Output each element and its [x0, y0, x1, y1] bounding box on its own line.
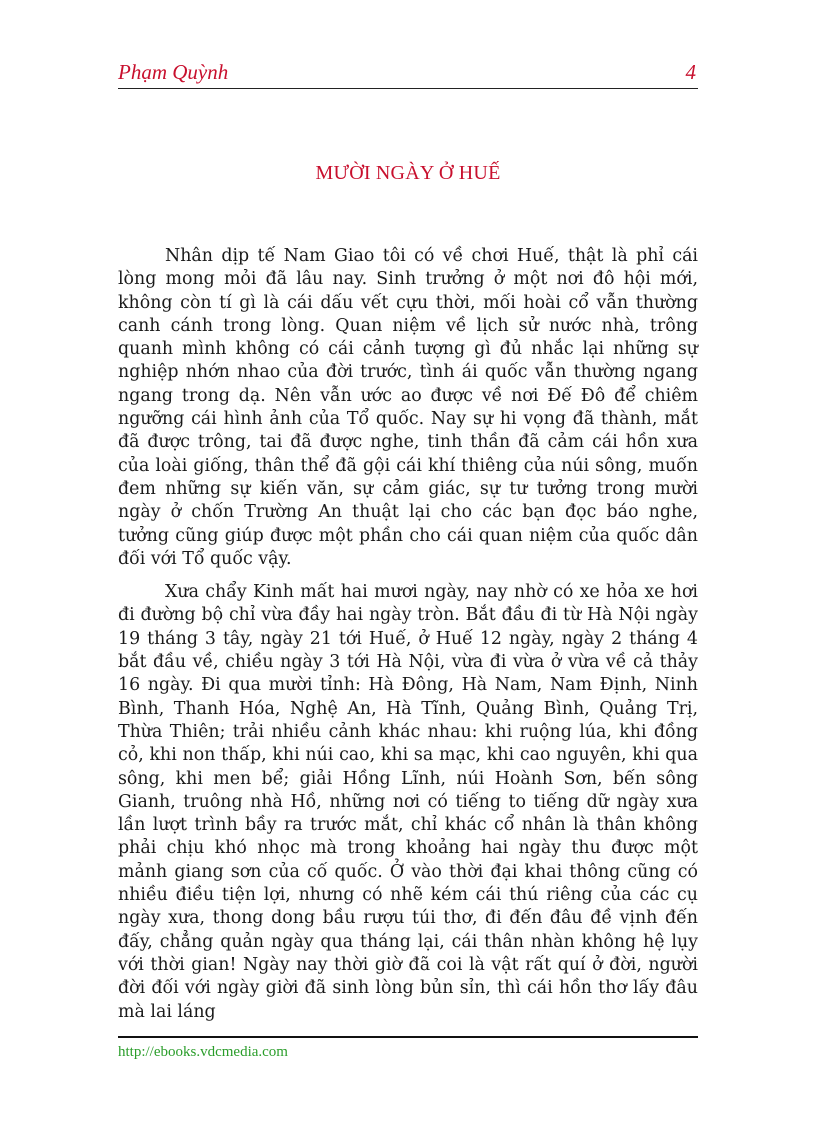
page-header	[118, 60, 698, 88]
page-number: 4	[685, 60, 696, 84]
chapter-title: MƯỜI NGÀY Ở HUẾ	[315, 162, 501, 184]
header-author: Phạm Quỳnh	[118, 60, 229, 84]
paragraph-1: Nhân dịp tế Nam Giao tôi có về chơi Huế, thật là phỉ cái lòng mong mỏi đã lâu nay. Sinh trưởng ở một nơi đô hội mới, không còn tí gì là cái dấu vết cựu thời, mối hoài cổ vẫn thường canh cánh trong lòng. Quan niệm về lịch sử nước nhà, trông quanh mình không có cái cảnh tượng gì đủ nhắc lại những sự nghiệp nhớn nhao của đời trước, tình ái quốc vẫn thường ngang ngang trong dạ. Nên vẫn ước ao được về nơi Đế Đô để chiêm ngưỡng cái hình ảnh của Tổ quốc. Nay sự hi vọng đã thành, mắt đã được trông, tai đã được nghe, tinh thần đã cảm cái hồn xưa của loài giống, thân thể đã gội cái khí thiêng của núi sông, muốn đem những sự kiến văn, sự cảm giác, sự tư tưởng trong mười ngày ở chốn Trường An thuật lại cho các bạn đọc báo nghe, tưởng cũng giúp được một phần cho cái quan niệm của quốc dân đối với Tổ quốc vậy.	[118, 246, 698, 569]
footer-url-link[interactable]: http://ebooks.vdcmedia.com	[118, 1044, 288, 1060]
header-divider	[118, 88, 698, 89]
paragraph-2: Xưa chẩy Kinh mất hai mươi ngày, nay nhờ có xe hỏa xe hơi đi đường bộ chỉ vừa đầy hai ngày tròn. Bắt đầu đi từ Hà Nội ngày 19 tháng 3 tây, ngày 21 tới Huế, ở Huế 12 ngày, ngày 2 tháng 4 bắt đầu về, chiều ngày 3 tới Hà Nội, vừa đi vừa ở vừa về cả thảy 16 ngày. Đi qua mười tỉnh: Hà Đông, Hà Nam, Nam Định, Ninh Bình, Thanh Hóa, Nghệ An, Hà Tĩnh, Quảng Bình, Quảng Trị, Thừa Thiên; trải nhiều cảnh khác nhau: khi ruộng lúa, khi đồng cỏ, khi non thấp, khi núi cao, khi sa mạc, khi cao nguyên, khi qua sông, khi men bể; giải Hồng Lĩnh, núi Hoành Sơn, bến sông Gianh, truông nhà Hồ, những nơi có tiếng to tiếng dữ ngày xưa lần lượt trình bầy ra trước mắt, chỉ khác cổ nhân là thân không phải chịu khó nhọc mà trong khoảng hai ngày thu được một mảnh giang sơn của cố quốc. Ở vào thời đại khai thông cũng có nhiều điều tiện lợi, nhưng có nhẽ kém cái thú riêng của các cụ ngày xưa, thong dong bầu rượu túi thơ, đi đến đâu đề vịnh đến đấy, chẳng quản ngày qua tháng lại, cái thân nhàn không hệ lụy với thời gian! Ngày nay thời giờ đã coi là vật rất quí ở đời, người đời đối với ngày giời đã sinh lòng bủn sỉn, thì cái hồn thơ lấy đâu mà lai láng	[118, 582, 698, 1022]
footer-divider	[118, 1036, 698, 1038]
body-text	[118, 245, 698, 1034]
